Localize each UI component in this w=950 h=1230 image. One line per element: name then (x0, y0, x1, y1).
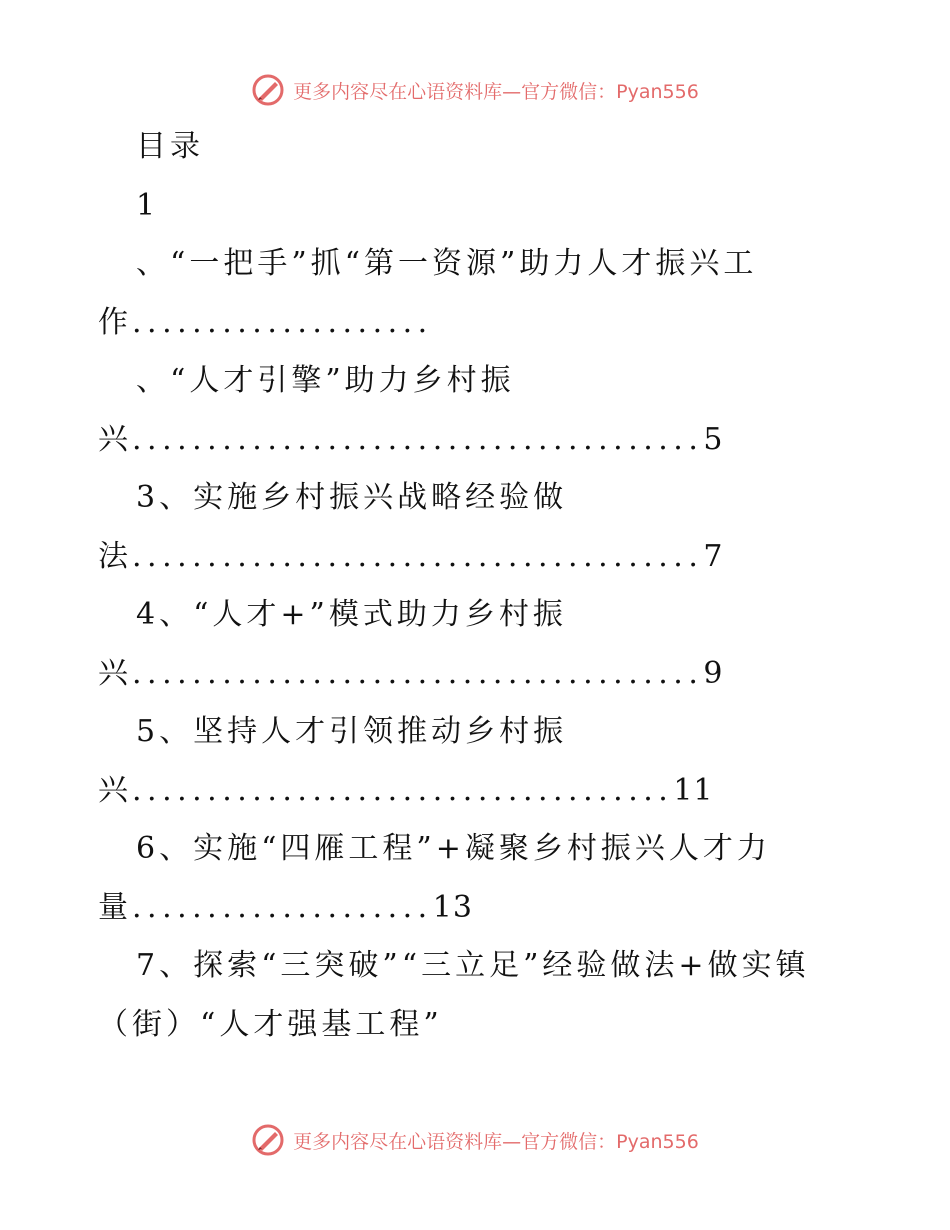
header-watermark (0, 70, 950, 110)
toc-line: 、“人才引擎”助力乡村振 (136, 363, 515, 398)
watermark-text: 更多内容尽在心语资料库—官方微信：Pyan556 (293, 1130, 699, 1153)
toc-leader-dots: ...................................... (132, 421, 704, 457)
footer-watermark (0, 1120, 950, 1160)
toc-leader-dots: ...................................... (132, 655, 704, 691)
toc-entry-row (98, 411, 858, 470)
toc-page-number: 5 (703, 421, 724, 457)
toc-entry-row (98, 879, 858, 938)
toc-entry-row (98, 294, 858, 353)
toc-line: 、“一把手”抓“第一资源”助力人才振兴工 (136, 246, 758, 281)
toc-entry-row (98, 645, 858, 704)
toc-leader-dots: .................................... (132, 772, 674, 808)
toc-line: 7、探索“三突破”“三立足”经验做法+做实镇 (136, 948, 810, 983)
pen-logo-icon (251, 73, 285, 107)
toc-entry-row (98, 762, 858, 821)
toc-page-number: 13 (432, 889, 473, 925)
toc-entry-tail: 兴 (98, 772, 132, 808)
toc-line: （街）“人才强基工程” (98, 1006, 443, 1042)
toc-leader-dots: .................... (132, 889, 433, 925)
toc-line: 3、实施乡村振兴战略经验做 (136, 480, 568, 515)
toc-entry-tail: 量 (98, 889, 132, 925)
toc-entry-tail: 兴 (98, 655, 132, 691)
toc-page-number: 11 (673, 772, 714, 808)
toc-line: 1 (136, 187, 160, 223)
toc-leader-dots: ...................................... (132, 538, 704, 574)
toc-heading: 目录 (136, 129, 204, 164)
toc-page-number: 9 (703, 655, 724, 691)
toc-line: 5、坚持人才引领推动乡村振 (136, 714, 568, 749)
toc-entry-row (98, 528, 858, 587)
toc-page-number: 7 (703, 538, 724, 574)
toc-entry-tail: 兴 (98, 421, 132, 457)
toc-leader-dots: .................... (132, 304, 433, 340)
toc-line: 4、“人才+”模式助力乡村振 (136, 597, 567, 632)
toc-line: 6、实施“四雁工程”+凝聚乡村振兴人才力 (136, 831, 771, 866)
pen-logo-icon (251, 1123, 285, 1157)
toc-entry-tail: 法 (98, 538, 132, 574)
watermark-text: 更多内容尽在心语资料库—官方微信：Pyan556 (293, 80, 699, 103)
table-of-contents (98, 118, 858, 1054)
toc-entry-tail: 作 (98, 304, 132, 340)
